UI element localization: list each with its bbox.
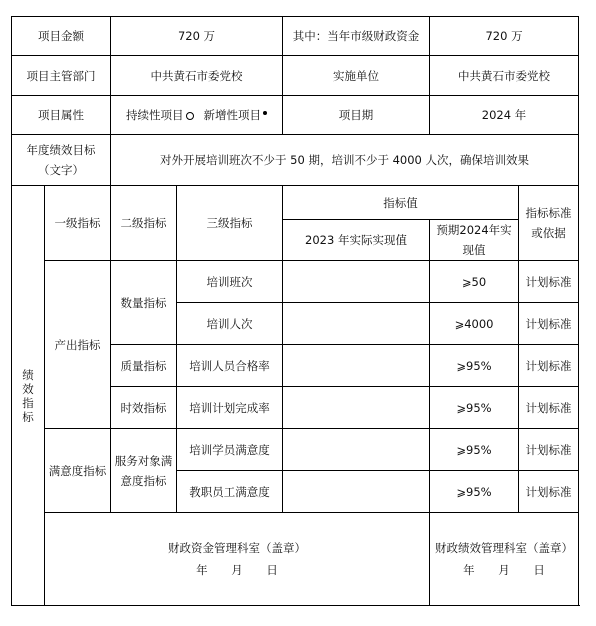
section-char: 绩	[22, 367, 34, 382]
indicator-name: 培训班次	[177, 261, 283, 303]
actual-value	[283, 303, 430, 345]
attr-option-continuing: 持续性项目	[126, 108, 184, 122]
actual-value	[283, 387, 430, 429]
quantity-indicator-label: 数量指标	[111, 261, 177, 345]
project-amount-value: 720 万	[111, 17, 283, 56]
dept-value: 中共黄石市委党校	[111, 56, 283, 96]
indicator-name: 教职员工满意度	[177, 471, 283, 513]
left-office-label: 财政资金管理科室（盖章）	[168, 541, 306, 555]
indicator-name: 培训人次	[177, 303, 283, 345]
date-year: 年	[196, 563, 208, 577]
section-char: 指	[22, 395, 34, 410]
performance-indicator-section	[12, 186, 45, 606]
actual-value	[283, 345, 430, 387]
radio-dot-icon	[263, 111, 267, 115]
col-2023-header: 2023 年实际实现值	[283, 220, 430, 261]
left-date-line	[47, 559, 427, 581]
section-char: 标	[22, 409, 34, 424]
expected-value: ⩾95%	[430, 471, 519, 513]
section-char: 效	[22, 381, 34, 396]
quality-indicator-label: 质量指标	[111, 345, 177, 387]
date-day: 日	[266, 563, 278, 577]
department-row	[12, 56, 579, 96]
fund-management-signature	[45, 513, 430, 606]
budget-performance-form	[11, 16, 578, 606]
col-level3-header: 三级指标	[177, 186, 283, 261]
goal-value: 对外开展培训班次不少于 50 期，培训不少于 4000 人次，确保培训效果	[111, 135, 579, 186]
expected-value: ⩾50	[430, 261, 519, 303]
goal-label	[12, 135, 111, 186]
col-level2-header: 二级指标	[111, 186, 177, 261]
output-indicator-label: 产出指标	[45, 261, 111, 429]
performance-table	[11, 16, 579, 606]
standard-value: 计划标准	[519, 429, 579, 471]
attr-option-new: 新增性项目	[203, 108, 261, 122]
right-office-label: 财政绩效管理科室（盖章）	[435, 541, 574, 555]
attr-label: 项目属性	[12, 96, 111, 135]
timeliness-indicator-label: 时效指标	[111, 387, 177, 429]
service-satisfaction-label: 服务对象满意度指标	[111, 429, 177, 513]
indicator-name: 培训学员满意度	[177, 429, 283, 471]
impl-value: 中共黄石市委党校	[430, 56, 579, 96]
satisfaction-indicator-label: 满意度指标	[45, 429, 111, 513]
goal-row	[12, 135, 579, 186]
indicator-name: 培训人员合格率	[177, 345, 283, 387]
radio-circle-icon	[186, 112, 194, 120]
amount-row	[12, 17, 579, 56]
standard-value: 计划标准	[519, 345, 579, 387]
period-value: 2024 年	[430, 96, 579, 135]
date-day: 日	[533, 563, 545, 577]
signature-row	[12, 513, 579, 606]
table-row	[12, 261, 579, 303]
expected-value: ⩾95%	[430, 429, 519, 471]
expected-value: ⩾95%	[430, 387, 519, 429]
date-month: 月	[231, 563, 243, 577]
period-label: 项目期	[283, 96, 430, 135]
col-standard-header: 指标标准或依据	[519, 186, 579, 261]
actual-value	[283, 471, 430, 513]
col-value-header: 指标值	[283, 186, 519, 220]
current-year-fund-label: 其中：当年市级财政资金	[283, 17, 430, 56]
indicator-name: 培训计划完成率	[177, 387, 283, 429]
actual-value	[283, 429, 430, 471]
project-amount-label: 项目金额	[12, 17, 111, 56]
goal-label-line2: （文字）	[38, 163, 84, 177]
col-level1-header: 一级指标	[45, 186, 111, 261]
table-row	[12, 429, 579, 471]
standard-value: 计划标准	[519, 303, 579, 345]
expected-value: ⩾4000	[430, 303, 519, 345]
col-2024-header: 预期2024年实现值	[430, 220, 519, 261]
goal-label-line1: 年度绩效目标	[26, 143, 96, 157]
performance-management-signature	[430, 513, 579, 606]
standard-value: 计划标准	[519, 387, 579, 429]
standard-value: 计划标准	[519, 261, 579, 303]
indicator-header-row	[12, 186, 579, 220]
actual-value	[283, 261, 430, 303]
standard-value: 计划标准	[519, 471, 579, 513]
date-month: 月	[498, 563, 510, 577]
expected-value: ⩾95%	[430, 345, 519, 387]
date-year: 年	[463, 563, 475, 577]
attr-options	[111, 96, 283, 135]
current-year-fund-value: 720 万	[430, 17, 579, 56]
dept-label: 项目主管部门	[12, 56, 111, 96]
right-date-line	[432, 559, 576, 581]
impl-label: 实施单位	[283, 56, 430, 96]
attribute-row	[12, 96, 579, 135]
